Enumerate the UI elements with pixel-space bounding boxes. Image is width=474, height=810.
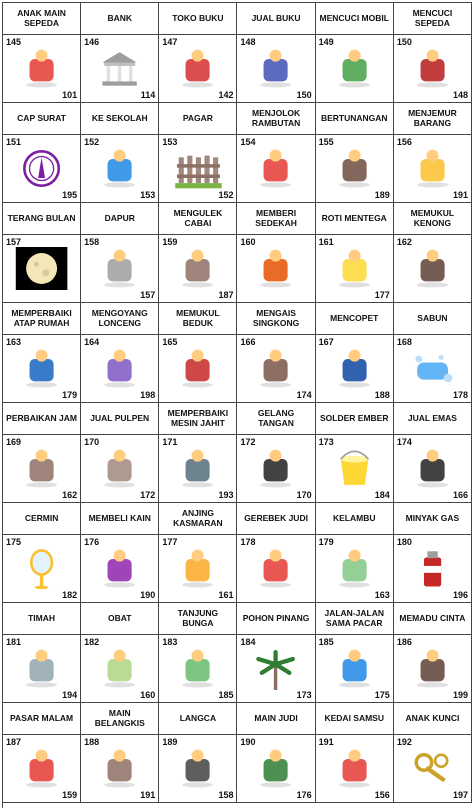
postmark-stamp-icon [13,147,70,190]
item-related-number: 188 [374,390,390,400]
item-related-number: 158 [218,790,234,800]
soap-icon [404,347,461,390]
item-number: 149 [318,37,334,47]
item-related-number: 179 [62,390,78,400]
item-number: 154 [240,137,256,147]
item-picture-cell [237,35,315,103]
item-number: 160 [240,237,256,247]
shop-awning-icon [326,747,383,790]
item-related-number: 176 [296,790,312,800]
item-label: MAIN BELANGKIS [81,703,159,735]
item-number: 173 [318,437,334,447]
rickshaw-icon [169,747,226,790]
hand-mirror-icon [13,547,70,590]
item-number: 166 [240,337,256,347]
item-label: KE SEKOLAH [81,103,159,135]
item-related-number: 184 [374,490,390,500]
item-picture-cell [3,435,81,503]
item-label: JUAL BUKU [237,3,315,35]
item-number: 147 [162,37,178,47]
cooking-pot-icon [91,247,148,290]
item-label: MENGAIS SINGKONG [237,303,315,335]
item-related-number: 198 [140,390,156,400]
item-number: 189 [162,737,178,747]
item-label: ANJING KASMARAN [159,503,237,535]
item-picture-cell [316,135,394,203]
item-picture-cell [316,335,394,403]
item-picture-cell [237,235,315,303]
item-label: MEMPERBAIKI ATAP RUMAH [3,303,81,335]
item-number: 171 [162,437,178,447]
item-picture-cell [394,535,472,603]
item-picture-cell [394,435,472,503]
item-number: 175 [6,537,22,547]
item-related-number: 191 [140,790,156,800]
item-picture-cell [3,735,81,803]
item-number: 184 [240,637,256,647]
item-label: JUAL PULPEN [81,403,159,435]
item-label: GELANG TANGAN [237,403,315,435]
item-label: MENCUCI SEPEDA [394,3,472,35]
item-picture-cell [159,235,237,303]
item-number: 174 [396,437,412,447]
clock-gears-icon [13,447,70,490]
keys-icon [404,747,461,790]
item-related-number: 191 [452,190,468,200]
item-number: 168 [396,337,412,347]
item-related-number: 148 [452,90,468,100]
dream-code-table [2,2,472,808]
rambutan-icon [247,147,304,190]
item-number: 177 [162,537,178,547]
item-number: 164 [84,337,100,347]
medicine-bottles-icon [91,647,148,690]
item-picture-cell [394,635,472,703]
item-related-number: 195 [62,190,78,200]
item-related-number: 193 [218,490,234,500]
item-picture-cell [81,535,159,603]
item-number: 146 [84,37,100,47]
item-number: 155 [318,137,334,147]
item-label: MEMUKUL KENONG [394,203,472,235]
item-picture-cell [394,735,472,803]
item-number: 183 [162,637,178,647]
item-label: ANAK KUNCI [394,703,472,735]
item-picture-cell [316,535,394,603]
couple-walking-icon [326,647,383,690]
wooden-fence-icon [169,147,226,190]
item-number: 167 [318,337,334,347]
item-label: MENCUCI MOBIL [316,3,394,35]
item-label: TANJUNG BUNGA [159,603,237,635]
item-label: PAGAR [159,103,237,135]
item-related-number: 177 [374,290,390,300]
butter-bread-icon [326,247,383,290]
item-picture-cell [81,135,159,203]
item-label: ROTI MENTEGA [316,203,394,235]
item-label: MINYAK GAS [394,503,472,535]
bracelet-icon [247,447,304,490]
item-related-number: 142 [218,90,234,100]
gamelan-player-icon [404,247,461,290]
item-picture-cell [159,535,237,603]
item-related-number: 153 [140,190,156,200]
item-picture-cell [81,335,159,403]
item-label: MENJEMUR BARANG [394,103,472,135]
item-number: 187 [6,737,22,747]
item-related-number: 172 [140,490,156,500]
palm-tree-icon [247,647,304,690]
item-related-number: 170 [296,490,312,500]
item-related-number: 150 [296,90,312,100]
item-label: MENCOPET [316,303,394,335]
mosquito-net-icon [326,547,383,590]
item-picture-cell [394,335,472,403]
item-number: 148 [240,37,256,47]
item-picture-cell [237,335,315,403]
item-related-number: 114 [140,90,156,100]
item-label: MEMUKUL BEDUK [159,303,237,335]
item-picture-cell [316,35,394,103]
item-label: MEMADU CINTA [394,603,472,635]
street-vendor-icon [91,447,148,490]
item-label: ANAK MAIN SEPEDA [3,3,81,35]
item-number: 156 [396,137,412,147]
gas-canister-icon [404,547,461,590]
item-picture-cell [3,635,81,703]
item-label: TIMAH [3,603,81,635]
item-number: 180 [396,537,412,547]
item-related-number: 161 [218,590,234,600]
child-bicycle-icon [13,47,70,90]
item-number: 179 [318,537,334,547]
bucket-icon [326,447,383,490]
item-label: SOLDER EMBER [316,403,394,435]
item-number: 163 [6,337,22,347]
item-number: 159 [162,237,178,247]
item-related-number: 101 [62,90,78,100]
item-related-number: 162 [62,490,78,500]
item-related-number: 163 [374,590,390,600]
item-label: MEMPERBAIKI MESIN JAHIT [159,403,237,435]
item-picture-cell [237,735,315,803]
item-picture-cell [3,535,81,603]
item-picture-cell [81,635,159,703]
item-related-number: 152 [218,190,234,200]
item-label: CAP SURAT [3,103,81,135]
item-number: 192 [396,737,412,747]
item-label: KELAMBU [316,503,394,535]
item-label: JUAL EMAS [394,403,472,435]
item-label: LANGCA [159,703,237,735]
sewing-tools-icon [169,447,226,490]
item-label: MENGULEK CABAI [159,203,237,235]
school-kids-icon [91,147,148,190]
item-related-number: 159 [62,790,78,800]
item-number: 172 [240,437,256,447]
item-picture-cell [159,35,237,103]
item-picture-cell [159,635,237,703]
item-picture-cell [81,35,159,103]
item-picture-cell [237,135,315,203]
item-picture-cell [237,535,315,603]
item-label: MENJOLOK RAMBUTAN [237,103,315,135]
item-number: 162 [396,237,412,247]
item-related-number: 196 [452,590,468,600]
clothesline-icon [404,147,461,190]
flower-garden-icon [169,647,226,690]
item-related-number: 175 [374,690,390,700]
item-picture-cell [3,35,81,103]
book-seller-icon [247,47,304,90]
item-label: JALAN-JALAN SAMA PACAR [316,603,394,635]
item-label: MEMBERI SEDEKAH [237,203,315,235]
item-number: 178 [240,537,256,547]
full-moon-icon [13,247,70,290]
item-related-number: 173 [296,690,312,700]
item-related-number: 157 [140,290,156,300]
item-related-number: 197 [452,790,468,800]
item-number: 145 [6,37,22,47]
item-number: 190 [240,737,256,747]
solder-wire-spool-icon [13,647,70,690]
item-related-number: 174 [296,390,312,400]
item-related-number: 182 [62,590,78,600]
item-label: TOKO BUKU [159,3,237,35]
item-label: CERMIN [3,503,81,535]
item-picture-cell [3,235,81,303]
item-number: 186 [396,637,412,647]
item-picture-cell [3,135,81,203]
item-label: OBAT [81,603,159,635]
fabric-rolls-icon [91,547,148,590]
item-picture-cell [159,435,237,503]
item-picture-cell [159,135,237,203]
item-picture-cell [3,335,81,403]
item-label: POHON PINANG [237,603,315,635]
item-picture-cell [237,435,315,503]
motorbike-icon [404,47,461,90]
item-label: MEMBELI KAIN [81,503,159,535]
item-picture-cell [394,235,472,303]
drum-beater-icon [169,347,226,390]
item-related-number: 156 [374,790,390,800]
item-number: 150 [396,37,412,47]
item-label: BANK [81,3,159,35]
item-picture-cell [159,335,237,403]
item-number: 185 [318,637,334,647]
item-number: 158 [84,237,100,247]
couple-kiss-icon [404,647,461,690]
item-related-number: 178 [452,390,468,400]
item-label: GEREBEK JUDI [237,503,315,535]
item-number: 188 [84,737,100,747]
item-picture-cell [81,435,159,503]
item-number: 165 [162,337,178,347]
item-picture-cell [237,635,315,703]
item-picture-cell [159,735,237,803]
item-number: 170 [84,437,100,447]
mortar-pestle-icon [169,247,226,290]
item-picture-cell [81,735,159,803]
item-number: 151 [6,137,22,147]
item-picture-cell [81,235,159,303]
gold-dealer-icon [404,447,461,490]
item-picture-cell [316,635,394,703]
item-label: MAIN JUDI [237,703,315,735]
item-number: 153 [162,137,178,147]
puppies-icon [169,547,226,590]
bell-ringer-icon [91,347,148,390]
item-related-number: 185 [218,690,234,700]
bank-building-icon [91,47,148,90]
item-label: MENGOYANG LONCENG [81,303,159,335]
item-picture-cell [316,735,394,803]
car-wash-icon [326,47,383,90]
beggar-icon [247,247,304,290]
item-related-number: 166 [452,490,468,500]
item-picture-cell [394,135,472,203]
chef-cooking-icon [247,347,304,390]
item-picture-cell [394,35,472,103]
item-label: SABUN [394,303,472,335]
item-number: 181 [6,637,22,647]
item-related-number: 199 [452,690,468,700]
item-number: 191 [318,737,334,747]
pickpocket-icon [326,347,383,390]
item-number: 157 [6,237,22,247]
item-number: 182 [84,637,100,647]
item-number: 161 [318,237,334,247]
item-picture-cell [316,435,394,503]
item-related-number: 189 [374,190,390,200]
item-picture-cell [316,235,394,303]
roof-repair-icon [13,347,70,390]
item-related-number: 187 [218,290,234,300]
item-number: 176 [84,537,100,547]
item-label: TERANG BULAN [3,203,81,235]
item-label: KEDAI SAMSU [316,703,394,735]
playing-cards-icon [247,547,304,590]
item-related-number: 194 [62,690,78,700]
item-number: 169 [6,437,22,447]
item-label: PERBAIKAN JAM [3,403,81,435]
item-related-number: 160 [140,690,156,700]
night-carnival-icon [13,747,70,790]
couple-kiss-icon [326,147,383,190]
item-label: DAPUR [81,203,159,235]
item-label: BERTUNANGAN [316,103,394,135]
street-gamblers-icon [247,747,304,790]
horseshoe-crab-icon [91,747,148,790]
item-label: PASAR MALAM [3,703,81,735]
bookstore-icon [169,47,226,90]
item-related-number: 190 [140,590,156,600]
item-number: 152 [84,137,100,147]
